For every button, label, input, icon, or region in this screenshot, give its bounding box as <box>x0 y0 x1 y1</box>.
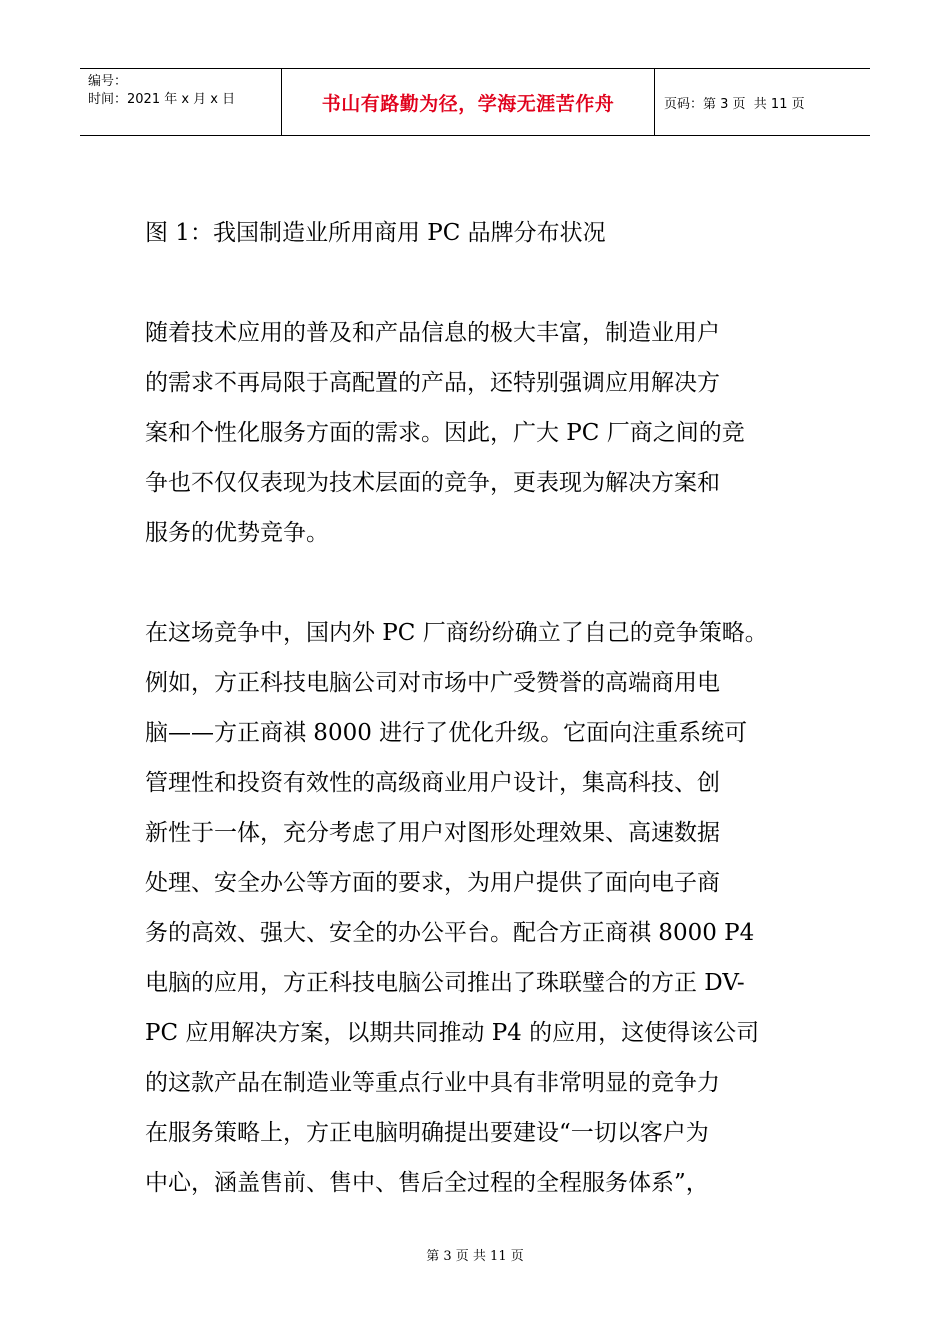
text-line: 例如，方正科技电脑公司对市场中广受赞誉的高端商用电 <box>145 670 720 696</box>
document-body <box>145 208 835 1258</box>
header-page-info: 页码：第 3 页 共 11 页 <box>664 96 805 112</box>
text-line: 中心，涵盖售前、售中、售后全过程的全程服务体系”， <box>145 1170 709 1196</box>
text-line: 服务的优势竞争。 <box>145 520 329 546</box>
text-line: 的需求不再局限于高配置的产品，还特别强调应用解决方 <box>145 370 720 396</box>
page-footer: 第 3 页 共 11 页 <box>426 1249 524 1264</box>
header-motto: 书山有路勤为径，学海无涯苦作舟 <box>282 69 655 135</box>
text-line: PC 应用解决方案，以期共同推动 P4 的应用，这使得该公司 <box>145 1020 760 1046</box>
page-header <box>80 68 870 136</box>
text-line: 随着技术应用的普及和产品信息的极大丰富，制造业用户 <box>145 320 720 346</box>
figure-caption: 图 1：我国制造业所用商用 PC 品牌分布状况 <box>145 220 606 246</box>
text-line: 案和个性化服务方面的需求。因此，广大 PC 厂商之间的竞 <box>145 420 745 446</box>
text-line: 在服务策略上，方正电脑明确提出要建设“一切以客户为 <box>145 1120 709 1146</box>
text-line: 在这场竞争中，国内外 PC 厂商纷纷确立了自己的竞争策略。 <box>145 620 768 646</box>
text-line: 管理性和投资有效性的高级商业用户设计，集高科技、创 <box>145 770 720 796</box>
time-label: 时间：2021 年 x 月 x 日 <box>88 92 236 107</box>
text-line: 脑——方正商祺 8000 进行了优化升级。它面向注重系统可 <box>145 720 748 746</box>
text-line: 处理、安全办公等方面的要求，为用户提供了面向电子商 <box>145 870 720 896</box>
text-line: 务的高效、强大、安全的办公平台。配合方正商祺 8000 P4 <box>145 920 755 946</box>
text-line: 的这款产品在制造业等重点行业中具有非常明显的竞争力 <box>145 1070 720 1096</box>
serial-label: 编号： <box>88 74 128 89</box>
text-line: 争也不仅仅表现为技术层面的竞争，更表现为解决方案和 <box>145 470 720 496</box>
paragraph-2 <box>145 608 835 1208</box>
paragraph-1 <box>145 308 835 558</box>
header-meta <box>80 69 282 135</box>
text-line: 新性于一体，充分考虑了用户对图形处理效果、高速数据 <box>145 820 720 846</box>
text-line: 电脑的应用，方正科技电脑公司推出了珠联璧合的方正 DV- <box>145 970 745 996</box>
